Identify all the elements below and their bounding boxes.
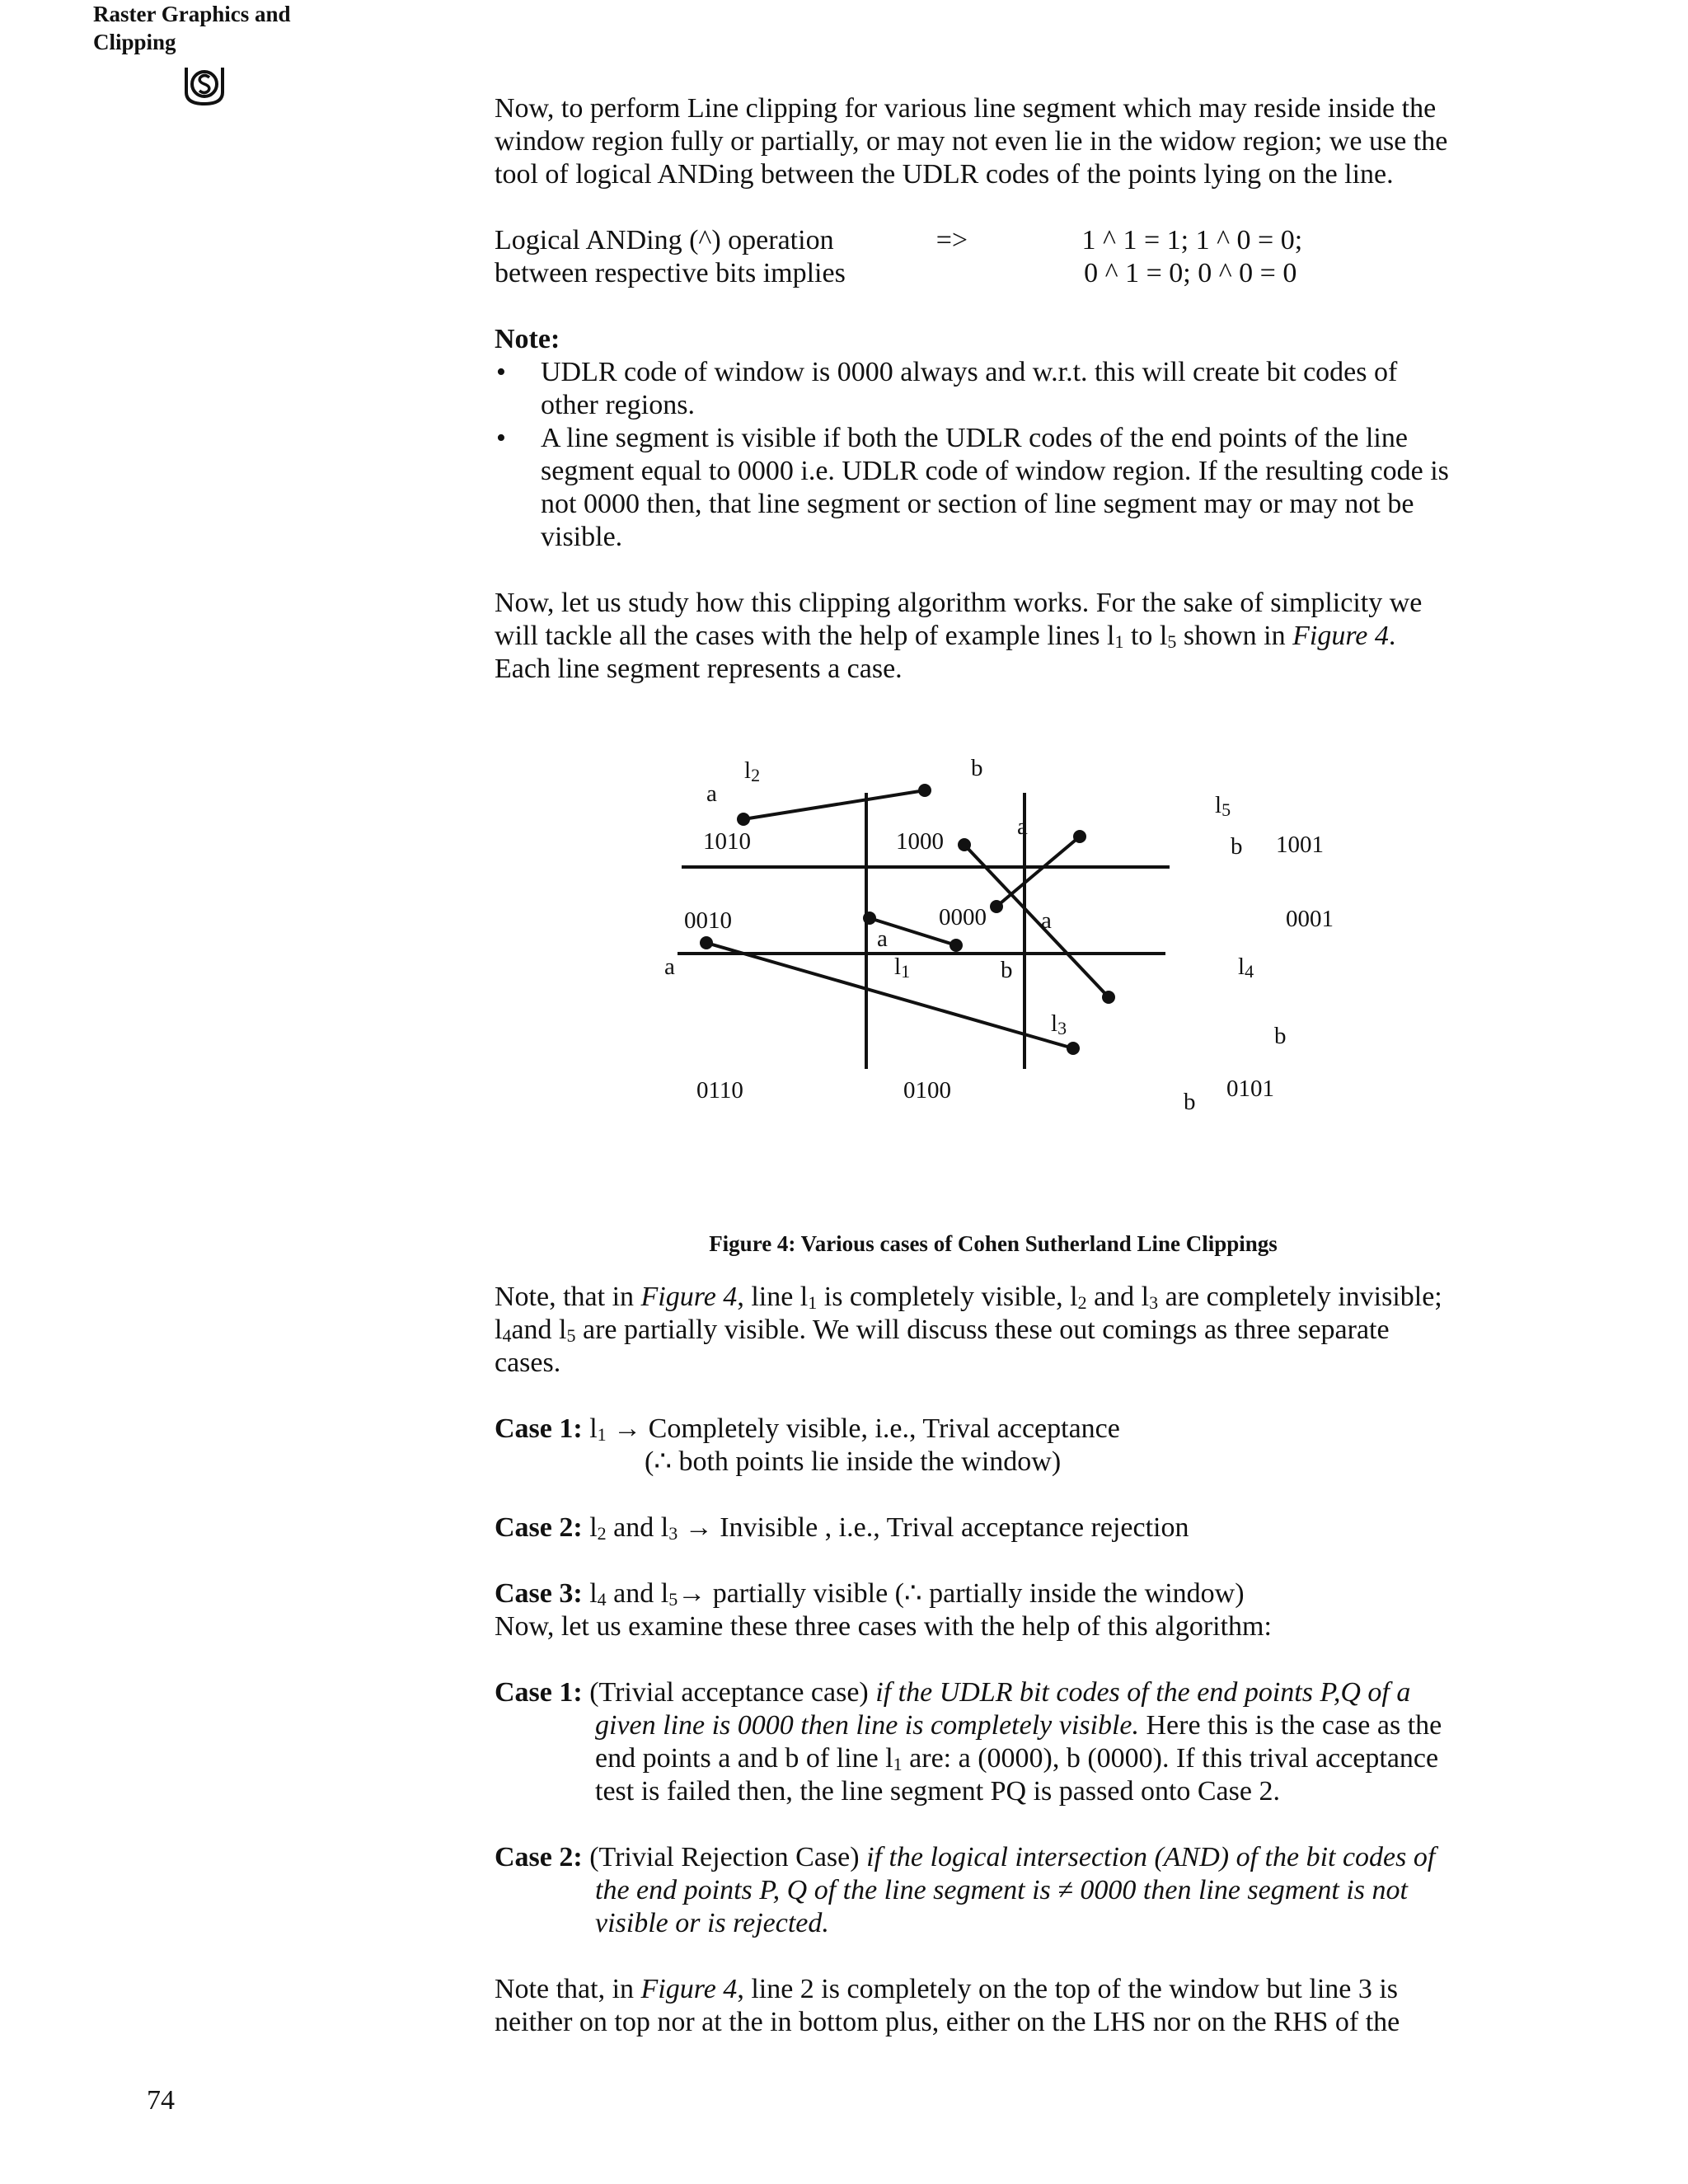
point-label-a: a	[1017, 813, 1028, 840]
case-line	[495, 1907, 1492, 1940]
case3-short	[495, 1577, 1492, 1643]
note-text: segment equal to 0000 i.e. UDLR code of window region. If the resulting code is	[541, 456, 1449, 486]
text: l	[1238, 954, 1245, 980]
italic-text: the end points P, Q of the line segment is ≠ 0000 then line segment is not	[595, 1875, 1408, 1905]
subscript: 4	[1245, 961, 1254, 982]
case-line	[495, 1874, 1492, 1907]
case-reason: (∴ both points lie inside the window)	[645, 1446, 1062, 1477]
subscript: 4	[597, 1589, 607, 1610]
note-text: visible.	[541, 522, 623, 552]
figure-caption: Figure 4: Various cases of Cohen Sutherland Line Clippings	[709, 1231, 1278, 1256]
region-code-0101: 0101	[1226, 1076, 1274, 1102]
case-line: test is failed then, the line segment PQ is passed onto Case 2.	[595, 1776, 1280, 1807]
text: are partially visible. We will discuss these out comings as three separate	[575, 1315, 1390, 1345]
figure-reference: Figure 4	[640, 1974, 738, 2004]
study-line	[495, 620, 1492, 653]
note-bullet-item	[495, 422, 1492, 554]
text: .	[1388, 621, 1396, 651]
subscript: 4	[502, 1325, 512, 1346]
case1-short	[495, 1413, 1492, 1479]
case-label: Case 1:	[495, 1413, 583, 1444]
note-text: A line segment is visible if both the UDLR codes of the end points of the line	[541, 423, 1408, 453]
text: l	[582, 1512, 598, 1543]
text: and l	[511, 1315, 567, 1345]
header-title-line2: Clipping	[93, 30, 176, 54]
anding-rule: 0 ^ 1 = 0; 0 ^ 0 = 0	[1084, 258, 1297, 288]
note-text: other regions.	[541, 390, 695, 420]
subscript: 1	[1114, 631, 1124, 652]
text: shown in	[1176, 621, 1293, 651]
region-code-0000: 0000	[939, 904, 987, 930]
summary-paragraph	[495, 1281, 1492, 1380]
text: is completely visible, l	[817, 1282, 1078, 1312]
text: l	[1215, 792, 1222, 818]
italic-text: given line is 0000 then line is completely visible.	[595, 1710, 1139, 1741]
subscript: 3	[1149, 1292, 1159, 1313]
case-line	[495, 1676, 1492, 1709]
bullet-icon: •	[496, 423, 506, 453]
subscript: 1	[808, 1292, 818, 1313]
case-label: Case 3:	[495, 1578, 583, 1609]
line-label-l2	[744, 758, 760, 783]
case-line	[495, 1577, 1492, 1610]
page-body	[495, 92, 1492, 2039]
italic-text: visible or is rejected.	[595, 1908, 829, 1938]
subscript: 2	[597, 1523, 607, 1544]
region-code-1001: 1001	[1276, 832, 1324, 858]
point-label-a: a	[877, 926, 888, 952]
text: l	[582, 1578, 598, 1609]
bullet-icon: •	[496, 357, 506, 387]
text: → partially visible (∴ partially inside the window)	[678, 1578, 1245, 1609]
text: are: a (0000), b (0000). If this trival acceptance	[902, 1743, 1439, 1774]
point-label-b: b	[1231, 833, 1243, 860]
italic-text: if the UDLR bit codes of the end points P,Q of a	[875, 1677, 1411, 1708]
text: (Trivial Rejection Case)	[582, 1842, 867, 1872]
text: l	[894, 954, 902, 980]
note-heading: Note:	[495, 324, 560, 354]
case-line	[495, 1742, 1492, 1775]
point-label-b: b	[1184, 1089, 1196, 1115]
text: to l	[1123, 621, 1168, 651]
closing-line: neither on top nor at the in bottom plus, either on the LHS nor on the RHS of the	[495, 2007, 1400, 2037]
note-bullet-item	[495, 356, 1492, 422]
region-code-1000: 1000	[896, 828, 944, 855]
text: → Invisible , i.e., Trival acceptance rejection	[678, 1512, 1189, 1543]
subscript: 5	[1221, 799, 1231, 820]
subscript: 5	[668, 1589, 678, 1610]
text: are completely invisible;	[1158, 1282, 1442, 1312]
text: Note that, in	[495, 1974, 641, 2004]
subscript: 1	[597, 1424, 607, 1445]
figure-labels	[495, 702, 1492, 1230]
subscript: 3	[668, 1523, 678, 1544]
header-title-line1: Raster Graphics and	[93, 2, 291, 26]
intro-line: tool of logical ANDing between the UDLR codes of the points lying on the line.	[495, 159, 1394, 190]
text: → Completely visible, i.e., Trival acceptance	[606, 1413, 1120, 1444]
text: Note, that in	[495, 1282, 641, 1312]
subscript: 3	[1057, 1018, 1067, 1038]
implies-arrow: =>	[935, 225, 968, 255]
intro-line: window region fully or partially, or may not even lie in the widow region; we use the	[495, 126, 1448, 157]
summary-line	[495, 1281, 1492, 1314]
note-block	[495, 323, 1492, 554]
text: l	[1051, 1010, 1058, 1037]
anding-rule: 1 ^ 1 = 1; 1 ^ 0 = 0;	[1081, 225, 1303, 255]
text: end points a and b of line l	[595, 1743, 893, 1774]
subscript: 5	[1167, 631, 1177, 652]
summary-line: cases.	[495, 1347, 561, 1378]
page-number: 74	[147, 2085, 175, 2116]
figure-reference: Figure 4	[1292, 621, 1389, 651]
point-label-b: b	[971, 755, 983, 781]
text: , line 2 is completely on the top of the window but line 3 is	[737, 1974, 1399, 2004]
line-label-l3	[1051, 1011, 1067, 1036]
line-label-l5	[1215, 793, 1231, 818]
point-label-a: a	[664, 954, 675, 980]
study-paragraph	[495, 587, 1492, 686]
text: l	[582, 1413, 598, 1444]
note-text: UDLR code of window is 0000 always and w.r.t. this will create bit codes of	[541, 357, 1398, 387]
case-line	[495, 1413, 1492, 1446]
region-code-1010: 1010	[703, 828, 751, 855]
point-label-b: b	[1274, 1023, 1287, 1049]
point-label-a: a	[1041, 907, 1052, 934]
closing-paragraph	[495, 1973, 1492, 2039]
case-line	[495, 1841, 1492, 1874]
figure-4-diagram	[495, 702, 1492, 1230]
study-line: Each line segment represents a case.	[495, 654, 903, 684]
line-label-l4	[1238, 954, 1254, 982]
subscript: 2	[751, 765, 761, 785]
note-text: not 0000 then, that line segment or section of line segment may or may not be	[541, 489, 1414, 519]
study-line: Now, let us study how this clipping algorithm works. For the sake of simplicity we	[495, 588, 1423, 618]
line-label-l1	[894, 954, 911, 982]
text: (Trivial acceptance case)	[582, 1677, 876, 1708]
case-line	[495, 1709, 1492, 1742]
region-code-0100: 0100	[903, 1077, 951, 1104]
point-label-a: a	[706, 780, 717, 807]
anding-label: between respective bits implies	[495, 258, 846, 288]
text: and l	[1086, 1282, 1150, 1312]
intro-line: Now, to perform Line clipping for various line segment which may reside inside the	[495, 93, 1437, 124]
subscript: 5	[566, 1325, 576, 1346]
case-label: Case 2:	[495, 1842, 583, 1872]
subscript: 1	[901, 961, 911, 982]
running-header	[93, 0, 324, 56]
case2-short	[495, 1511, 1492, 1544]
region-code-0110: 0110	[696, 1077, 743, 1104]
region-code-0010: 0010	[684, 907, 732, 934]
university-logo-icon	[180, 59, 229, 109]
closing-line	[495, 1973, 1492, 2006]
text: , line l	[737, 1282, 809, 1312]
text: l	[495, 1315, 503, 1345]
anding-table	[495, 224, 1492, 290]
text: and l	[606, 1578, 669, 1609]
point-label-b: b	[1001, 957, 1013, 983]
subscript: 2	[1077, 1292, 1087, 1313]
case1-detail	[495, 1676, 1492, 1808]
text: and l	[606, 1512, 669, 1543]
examine-line: Now, let us examine these three cases with the help of this algorithm:	[495, 1611, 1272, 1642]
case2-detail	[495, 1841, 1492, 1940]
intro-paragraph	[495, 92, 1492, 191]
case-label: Case 2:	[495, 1512, 583, 1543]
text: l	[744, 757, 752, 784]
region-code-0001: 0001	[1286, 906, 1334, 932]
case-line	[495, 1511, 1492, 1544]
text: Here this is the case as the	[1139, 1710, 1442, 1741]
summary-line	[495, 1314, 1492, 1347]
subscript: 1	[893, 1754, 903, 1774]
figure-reference: Figure 4	[640, 1282, 738, 1312]
text: will tackle all the cases with the help of example lines l	[495, 621, 1115, 651]
anding-label: Logical ANDing (^) operation	[495, 225, 834, 255]
case-label: Case 1:	[495, 1677, 583, 1708]
italic-text: if the logical intersection (AND) of the bit codes of	[866, 1842, 1436, 1872]
